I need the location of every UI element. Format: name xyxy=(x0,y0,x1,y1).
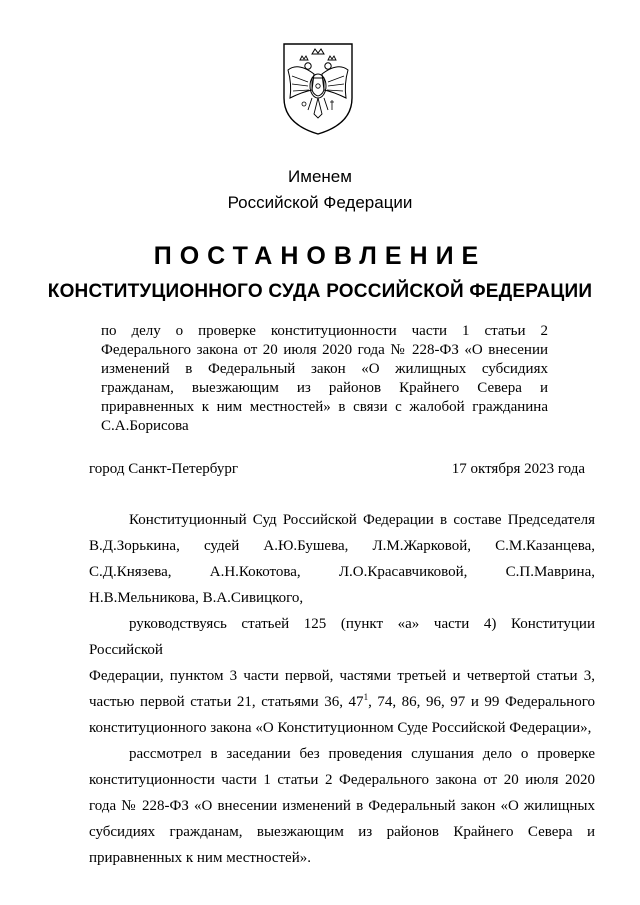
body-text: частью первой статьи 21, статьями 36, 47 xyxy=(89,694,364,710)
body-line xyxy=(89,689,595,715)
document-body xyxy=(89,507,595,871)
in-name-heading: Именем xyxy=(288,167,352,186)
body-line: рассмотрел в заседании без проведения слушания дело о проверке xyxy=(129,746,595,762)
date-of-issue: 17 октября 2023 года xyxy=(451,461,585,477)
body-line: Н.В.Мельникова, В.А.Сивицкого, xyxy=(89,590,304,606)
body-line: приравненных к ним местностей». xyxy=(89,850,311,866)
body-line: Федерации, пунктом 3 части первой, частями третьей и четвертой статьи 3, xyxy=(89,668,595,684)
document-title: ПОСТАНОВЛЕНИЕ xyxy=(153,242,487,270)
body-text: , 74, 86, 96, 97 и 99 Федерального xyxy=(368,694,595,710)
body-line: конституционности части 1 статьи 2 Федерального закона от 20 июля 2020 xyxy=(89,772,595,788)
body-line: В.Д.Зорькина, судей А.Ю.Бушева, Л.М.Жарковой, С.М.Казанцева, xyxy=(89,538,595,554)
body-line: руководствуясь статьей 125 (пункт «а» части 4) Конституции Российской xyxy=(89,616,595,658)
place-of-issue: город Санкт-Петербург xyxy=(89,461,238,477)
court-name: КОНСТИТУЦИОННОГО СУДА РОССИЙСКОЙ ФЕДЕРАЦИИ xyxy=(47,281,593,302)
superscript: 1 xyxy=(363,692,369,702)
body-line: Конституционный Суд Российской Федерации в составе Председателя xyxy=(129,512,595,528)
case-subject: по делу о проверке конституционности части 1 статьи 2 Федерального закона от 20 июля 2020 года № 228-ФЗ «О внесении изменений в Федеральный закон «О жилищных субсидиях гражданам, выезжающим из районов Крайнего Севера и приравненных к ним местностей» в связи с жалобой гражданина С.А.Борисова xyxy=(101,323,548,434)
coat-of-arms-emblem xyxy=(278,40,358,136)
body-line: конституционного закона «О Конституционном Суде Российской Федерации», xyxy=(89,720,592,736)
federation-heading: Российской Федерации xyxy=(227,193,413,212)
body-line: субсидиях гражданам, выезжающим из районов Крайнего Севера и xyxy=(89,824,595,840)
body-line: С.Д.Князева, А.Н.Кокотова, Л.О.Красавчиковой, С.П.Маврина, xyxy=(89,564,595,580)
body-line: года № 228-ФЗ «О внесении изменений в Федеральный закон «О жилищных xyxy=(89,798,595,814)
